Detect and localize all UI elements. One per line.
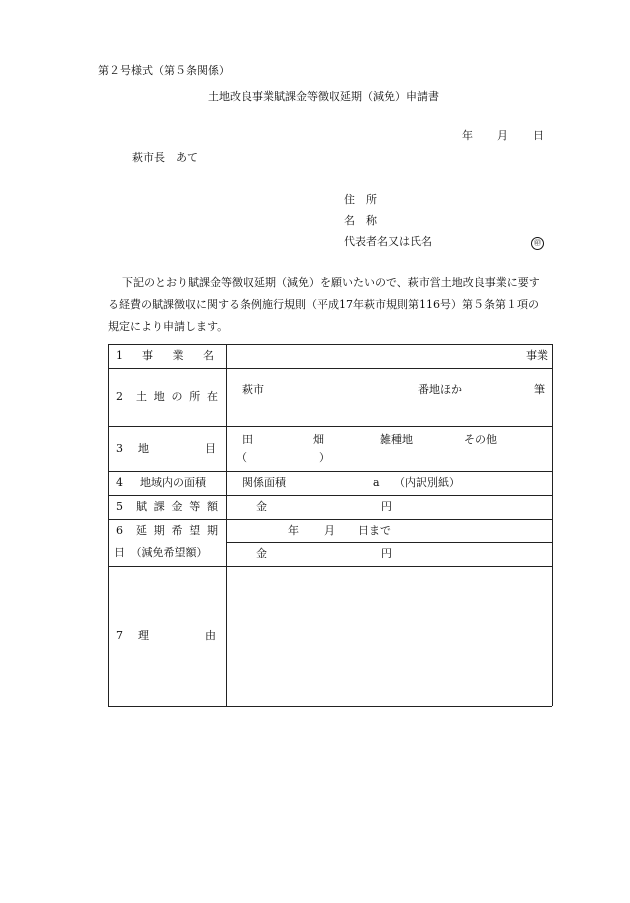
area-note: （内訳別紙） — [394, 476, 460, 489]
table-divider — [226, 542, 552, 543]
table-border — [108, 344, 552, 345]
project-suffix: 事業 — [526, 349, 548, 362]
area-unit: a — [373, 476, 380, 489]
address-label: 住 所 — [344, 193, 377, 206]
defer-year: 年 — [288, 524, 299, 537]
seal-mark — [531, 235, 544, 250]
representative-label: 代表者名又は氏名 — [344, 235, 432, 248]
table-divider — [108, 566, 552, 567]
amount-kin: 金 — [256, 500, 267, 513]
land-dry-field: 畑 — [313, 433, 324, 446]
form-number-label: 第２号様式（第５条関係） — [98, 64, 230, 77]
paren-open: （ — [236, 451, 247, 464]
paren-close: ） — [319, 451, 330, 464]
page: 第２号様式（第５条関係） 土地改良事業賦課金等徴収延期（減免）申請書 年 月 日 萩市長 あて 住 所 名 称 代表者名又は氏名 ㊞ 下記のとおり賦課金等徴収延期（減免）を願いたいので、萩市営土地改良事業に要す る経費の賦課徴収に関する条例施行規則（平成17年萩市規則第116号）第５条第１項の 規定により申請します。 1 事 業 名 事業 2 土 地 の 所 在 萩市 番地ほか 筆 3 地 目 田 畑 雑種地 その他 （ ） 4 地域内の面積 関係面積 a （内訳別紙） 5 賦 課 金 等 額 金 円 6 延 期 希 望 期 日 （減免希望額） 年 月 日まで 金 円 7 理 由 — [0, 0, 630, 903]
body-line-2: る経費の賦課徴収に関する条例施行規則（平成17年萩市規則第116号）第５条第１項の — [108, 298, 539, 311]
date-year-label: 年 — [462, 129, 473, 142]
table-divider — [108, 495, 552, 496]
area-label: 関係面積 — [242, 476, 286, 489]
table-divider — [108, 471, 552, 472]
table-divider — [108, 368, 552, 369]
table-border — [108, 706, 552, 707]
body-line-1: 下記のとおり賦課金等徴収延期（減免）を願いたいので、萩市営土地改良事業に要す — [122, 276, 540, 289]
table-divider — [108, 519, 552, 520]
table-divider — [108, 426, 552, 427]
land-rice-field: 田 — [242, 433, 253, 446]
seal-icon: ㊞ — [531, 237, 544, 250]
table-border — [108, 344, 109, 706]
date-day-label: 日 — [533, 129, 544, 142]
land-misc: 雑種地 — [380, 433, 413, 446]
reduction-kin: 金 — [256, 547, 267, 560]
table-divider — [226, 344, 227, 706]
date-month-label: 月 — [497, 129, 508, 142]
addressee: 萩市長 あて — [132, 151, 198, 164]
document-title: 土地改良事業賦課金等徴収延期（減免）申請書 — [208, 90, 439, 103]
banchi-label: 番地ほか — [418, 383, 462, 396]
reduction-yen: 円 — [381, 547, 392, 560]
name-label: 名 称 — [344, 214, 377, 227]
defer-until: 日まで — [358, 524, 391, 537]
city-label: 萩市 — [242, 383, 264, 396]
body-line-3: 規定により申請します。 — [108, 320, 229, 333]
defer-month: 月 — [324, 524, 335, 537]
land-other: その他 — [464, 433, 497, 446]
amount-yen: 円 — [381, 500, 392, 513]
hitsu-label: 筆 — [534, 383, 545, 396]
table-border — [552, 344, 553, 706]
